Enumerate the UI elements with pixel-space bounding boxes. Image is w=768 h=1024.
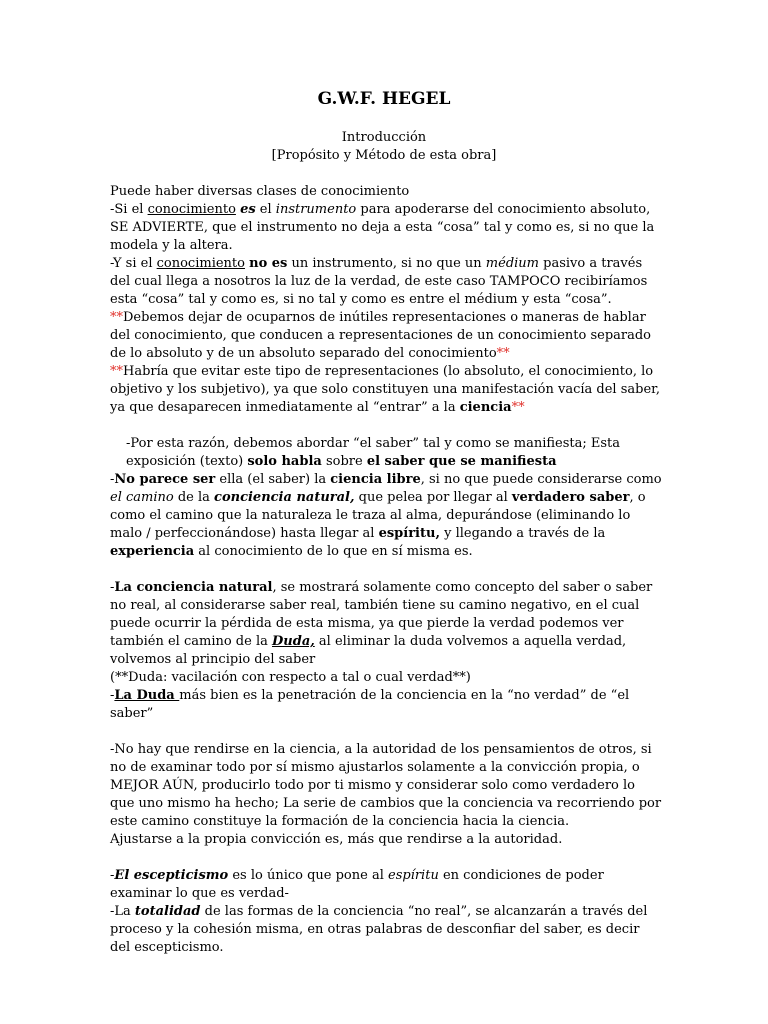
text-run: conocimiento: [147, 202, 236, 217]
text-run: el saber que se manifiesta: [366, 454, 557, 469]
text-run: de la: [173, 490, 215, 505]
text-run: **: [511, 400, 525, 415]
text-run: La conciencia natural: [114, 580, 273, 595]
text-run: es: [240, 202, 256, 217]
text-run: espíritu: [388, 868, 439, 883]
text-run: un instrumento, si no que un: [287, 256, 486, 271]
text-run: ella (el saber) la: [215, 472, 331, 487]
text-run: La Duda: [114, 688, 180, 703]
paragraph-gap: [110, 723, 662, 741]
text-run: conciencia natural,: [214, 490, 355, 505]
paragraph: [110, 867, 662, 903]
paragraph: [110, 201, 662, 255]
text-run: solo habla: [247, 454, 322, 469]
text-run: -Si el: [110, 202, 148, 217]
paragraph: [110, 687, 662, 723]
paragraph-gap: [110, 561, 662, 579]
text-run: y llegando a través de la: [439, 526, 606, 541]
text-run: Ajustarse a la propia convicción es, más que rendirse a la autoridad.: [110, 832, 563, 847]
paragraph: [110, 471, 662, 561]
paragraph: [110, 831, 662, 849]
document-title: G.W.F. HEGEL: [317, 89, 451, 109]
text-run: , si no que puede considerarse como: [420, 472, 662, 487]
document-body: [110, 183, 662, 957]
text-run: , se mostrará solamente como concepto del saber o saber no real, al considerarse saber real, también tiene su camino negativo, en el cual puede ocurrir la pérdida de esta misma, ya que pierde la verdad podemos ver también el camino de la: [110, 580, 653, 649]
text-run: pasivo a través del cual llega a nosotros la luz de la verdad, de este caso TAMPOCO recibiríamos esta “cosa” tal y como es, si no tal y como es entre el médium y esta “cosa”.: [110, 256, 648, 307]
text-run: Debemos dejar de ocuparnos de inútiles representaciones o maneras de hablar del conocimiento, que conducen a representaciones de un conocimiento separado de lo absoluto y de un absoluto separado del conocimiento: [110, 310, 652, 361]
text-run: totalidad: [134, 904, 201, 919]
paragraph: [110, 669, 662, 687]
text-run: que pelea por llegar al: [354, 490, 512, 505]
text-run: -: [110, 688, 115, 703]
text-run: el: [255, 202, 276, 217]
text-run: -Por esta razón, debemos abordar “el saber” tal y como se manifiesta; Esta exposición (texto): [126, 436, 621, 469]
text-run: (**Duda: vacilación con respecto a tal o cual verdad**): [110, 670, 471, 685]
text-run: -Y si el: [110, 256, 157, 271]
text-run: para apoderarse del conocimiento absoluto, SE ADVIERTE, que el instrumento no deja a esta “cosa” tal y como es, si no que la modela y la altera.: [110, 202, 655, 253]
text-run: al conocimiento de lo que en sí misma es.: [194, 544, 473, 559]
paragraph: [110, 309, 662, 363]
text-run: No parece ser: [114, 472, 216, 487]
paragraph: [110, 183, 662, 201]
text-run: El escepticismo: [114, 868, 229, 883]
text-run: al eliminar la duda volvemos a aquella verdad, volvemos al principio del saber: [110, 634, 627, 667]
text-run: instrumento: [275, 202, 357, 217]
text-run: Habría que evitar este tipo de representaciones (lo absoluto, el conocimiento, lo objetivo y los subjetivo), ya que solo constituyen una manifestación vacía del saber, ya que desaparecen inmediatamente al “entrar” a la: [110, 364, 661, 415]
paragraph: [110, 903, 662, 957]
paragraph: [110, 363, 662, 417]
text-run: espíritu,: [378, 526, 440, 541]
text-run: , o como el camino que la naturaleza le traza al alma, depurándose (eliminando lo malo / perfeccionándose) hasta llegar al: [110, 490, 646, 541]
paragraph: [110, 255, 662, 309]
text-run: de las formas de la conciencia “no real”, se alcanzarán a través del proceso y la cohesión misma, en otras palabras de desconfiar del saber, es decir del escepticismo.: [110, 904, 648, 955]
text-run: ciencia libre: [330, 472, 421, 487]
text-run: -La: [110, 904, 135, 919]
text-run: -: [110, 868, 115, 883]
text-run: conocimiento: [156, 256, 245, 271]
text-run: más bien es la penetración de la conciencia en la “no verdad” de “el saber”: [110, 688, 630, 721]
paragraph-gap: [110, 417, 662, 435]
text-run: es lo único que pone al: [228, 868, 388, 883]
paragraph: [110, 435, 662, 471]
text-run: en condiciones de poder examinar lo que es verdad-: [110, 868, 604, 901]
subtitle-line: Introducción: [341, 130, 427, 145]
text-run: -: [110, 580, 115, 595]
text-run: verdadero saber: [511, 490, 630, 505]
text-run: ciencia: [459, 400, 512, 415]
text-run: **: [110, 310, 123, 325]
document-subtitle: [0, 129, 768, 165]
text-run: -No hay que rendirse en la ciencia, a la autoridad de los pensamientos de otros, si no de examinar todo por sí mismo ajustarlos solamente a la convicción propia, o MEJOR AÚN, producirlo todo por ti mismo y considerar solo como verdadero lo que uno mismo ha hecho; La serie de cambios que la conciencia va recorriendo por este camino constituye la formación de la conciencia hacia la ciencia.: [110, 742, 662, 829]
text-run: sobre: [321, 454, 367, 469]
text-run: médium: [485, 256, 539, 271]
text-run: el camino: [110, 490, 174, 505]
text-run: no es: [249, 256, 288, 271]
text-run: Duda,: [272, 634, 315, 649]
text-run: **: [110, 364, 123, 379]
paragraph: [110, 579, 662, 669]
paragraph: [110, 741, 662, 831]
text-run: experiencia: [110, 544, 195, 559]
text-run: -: [110, 472, 115, 487]
text-run: Puede haber diversas clases de conocimiento: [110, 184, 410, 199]
text-run: **: [496, 346, 510, 361]
subtitle-line: [Propósito y Método de esta obra]: [271, 148, 497, 163]
paragraph-gap: [110, 849, 662, 867]
